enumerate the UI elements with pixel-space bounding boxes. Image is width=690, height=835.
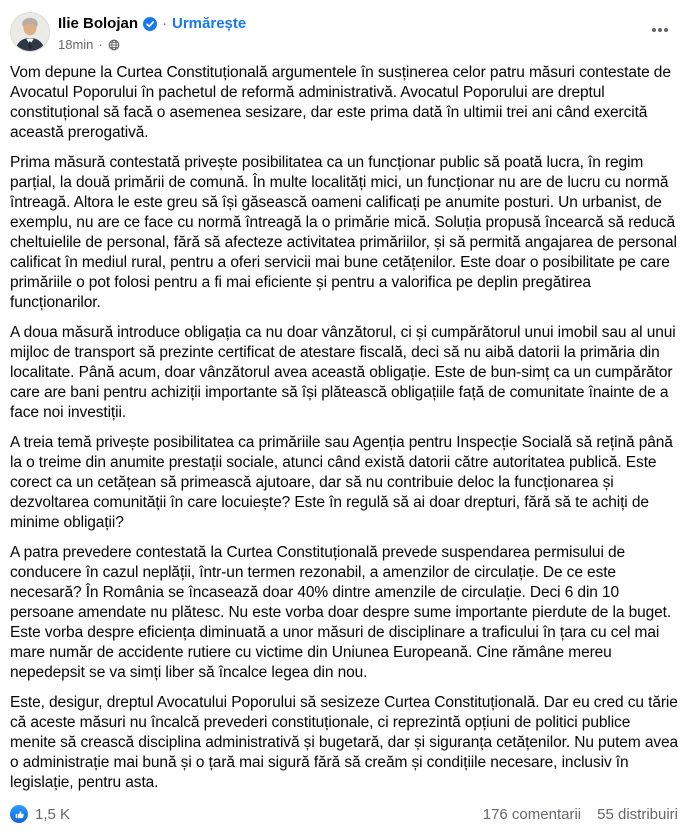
- header-separator: ·: [162, 15, 168, 32]
- more-options-button[interactable]: [644, 14, 676, 49]
- post-paragraph: Prima măsură contestată privește posibilitatea ca un funcționar public să poată lucra, în regim parțial, la două primării de comună. În multe localități mici, un funcționar nu are de lucru cu normă întreagă. Altora le este greu să își găsească oameni calificați pe anumite posturi. Un urbanist, de exemplu, nu are ce face cu normă întreagă la o primărie mică. Soluția propusă încearcă să reducă cheltuielile de personal, fără să afecteze activitatea primăriilor, și să permită angajarea de personal calificat în mediul rural, pentru a oferi servicii mai bune cetățenilor. Este doar o posibilitate pe care primăriile o pot folosi pentru a fi mai eficiente și pentru a valorifica pe deplin pregătirea funcționarilor.: [10, 154, 677, 311]
- like-icon: [10, 805, 28, 823]
- post-content: [0, 55, 690, 793]
- reactions-summary[interactable]: [10, 805, 70, 823]
- post-paragraph: A treia temă privește posibilitatea ca primăriile sau Agenția pentru Inspecție Socială să rețină până la o treime din anumite prestații sociale, atunci când există datorii către autoritatea publică. Este corect ca un cetățean să primească ajutoare, dar să nu contribuie deloc la funcționarea și dezvoltarea comunității în care locuiește? Este în regulă să ai doar drepturi, fără să te achiți de minime obligații?: [10, 434, 673, 531]
- header-info: [58, 12, 246, 53]
- post-paragraph: Vom depune la Curtea Constituțională argumentele în susținerea celor patru măsuri contestate de Avocatul Poporului în pachetul de reformă administrativă. Avocatul Poporului are dreptul constituțional să facă o asemenea sesizare, dar este prima dată în ultimii trei ani când exercită această prerogativă.: [10, 64, 671, 141]
- shares-count[interactable]: 55 distribuiri: [597, 805, 678, 823]
- post-paragraph: A patra prevedere contestată la Curtea Constituțională prevede suspendarea permisului de conducere în cazul neplății, într-un termen rezonabil, a amenzilor de circulație. De ce este necesară? În România se încasează doar 40% dintre amenzile de circulație. Deci 6 din 10 persoane amendate nu plătesc. Nu este vorba doar despre sume importante pierdute de la buget. Este vorba despre eficiența diminuată a unor măsuri de disciplinare a traficului în țara cu cel mai mare număr de accidente rutiere cu victime din Uniunea Europeană. Cine rămâne mereu nepedepsit se va simți liber să încalce legea din nou.: [10, 544, 672, 681]
- avatar[interactable]: [10, 12, 50, 52]
- follow-link[interactable]: Urmărește: [172, 15, 247, 32]
- comments-count[interactable]: 176 comentarii: [482, 805, 582, 823]
- author-name[interactable]: Ilie Bolojan: [58, 15, 139, 32]
- meta-separator: ·: [98, 37, 103, 52]
- reactions-count: 1,5 K: [35, 805, 71, 823]
- author-row: [58, 14, 246, 33]
- post-paragraph: Este, desigur, dreptul Avocatului Poporului să sesizeze Curtea Constituțională. Dar eu cred cu tărie că aceste măsuri nu încalcă prevederi constituționale, ci reprezintă opțiuni de politici publice menite să crească disciplina administrativă și bugetară, dar și siguranța cetățenilor. Nu putem avea o administrație mai bună și o țară mai sigură fără să creăm și condițiile necesare, inclusiv în legislație, pentru asta.: [10, 694, 679, 791]
- more-options-icon: [650, 20, 670, 40]
- counts: [483, 806, 678, 823]
- post-paragraph: A doua măsură introduce obligația ca nu doar vânzătorul, ci și cumpărătorul unui imobil sau al unui mijloc de transport să prezinte certificat de atestare fiscală, deci să nu aibă datorii la primăria din localitate. Până acum, doar vânzătorul avea această obligație. Este de bun-simț ca un cumpărător care are bani pentru achiziții importante să își plătească obligațiile față de comunitate înainte de a face noi investiții.: [10, 324, 676, 421]
- post-engagement-bar: [0, 803, 690, 835]
- verified-badge-icon: [143, 17, 157, 31]
- avatar-image: [11, 13, 49, 51]
- timestamp[interactable]: 18min: [58, 37, 94, 52]
- post-meta: [58, 36, 246, 53]
- globe-icon: [108, 39, 120, 51]
- post-header: [0, 4, 690, 55]
